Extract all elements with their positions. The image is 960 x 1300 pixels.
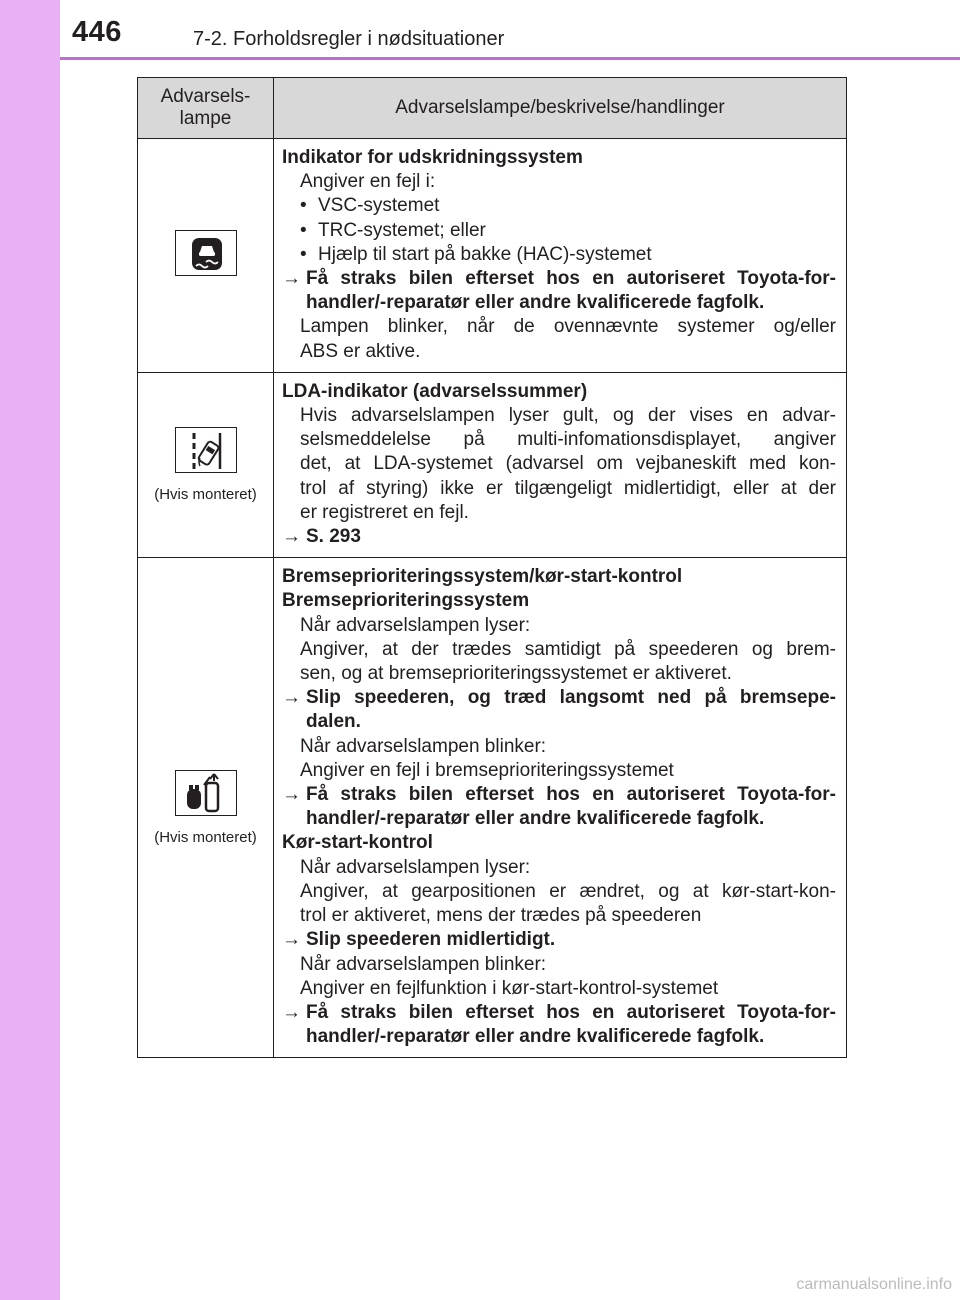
- item-title: LDA-indikator (advarselssummer): [282, 380, 588, 402]
- brake-override-icon: [175, 770, 237, 816]
- description-text: selsmeddelelse på multi-infomationsdisplayet, angiver: [300, 429, 836, 451]
- action-text: Få straks bilen efterset hos en autoriseret Toyota-for-: [306, 1001, 836, 1023]
- lamp-cell: [138, 558, 274, 1058]
- subsection-heading: Bremseprioriteringssystem: [282, 590, 530, 612]
- action-text-cont: dalen.: [306, 711, 361, 733]
- item-title: Bremseprioriteringssystem/kør-start-kontrol: [282, 566, 683, 588]
- table-row: [138, 139, 847, 373]
- description-cell: [274, 558, 847, 1058]
- description-text: trol er aktiveret, mens der trædes på speederen: [300, 905, 702, 927]
- bullet-dot: •: [300, 195, 307, 217]
- action-text-cont: handler/-reparatør eller andre kvalificerede fagfolk.: [306, 808, 765, 830]
- description-text: trol af styring) ikke er tilgængeligt midlertidigt, eller at der: [300, 477, 836, 499]
- description-text: Når advarselslampen blinker:: [300, 953, 547, 975]
- arrow-icon: →: [282, 526, 301, 548]
- description-cell: [274, 372, 847, 557]
- description-text: sen, og at bremseprioriteringssystemet er aktiveret.: [300, 663, 732, 685]
- skid-indicator-icon: [175, 230, 237, 276]
- action-item: [282, 525, 836, 549]
- action-item: [282, 686, 836, 734]
- section-title: 7-2. Forholdsregler i nødsituationer: [193, 28, 505, 50]
- description-text: er registreret en fejl.: [300, 501, 469, 523]
- description-text: Når advarselslampen lyser:: [300, 614, 531, 636]
- side-band: [0, 0, 60, 1300]
- description-text: Når advarselslampen lyser:: [300, 856, 531, 878]
- bullet-dot: •: [300, 219, 307, 241]
- arrow-icon: →: [282, 784, 301, 806]
- bullet-item: [282, 243, 836, 267]
- arrow-icon: →: [282, 268, 301, 290]
- page-number: 446: [72, 16, 122, 48]
- arrow-icon: →: [282, 1001, 301, 1023]
- lamp-cell: [138, 139, 274, 373]
- action-item: [282, 928, 836, 952]
- description-text: Hvis advarselslampen lyser gult, og der vises en advar-: [300, 405, 836, 427]
- arrow-icon: →: [282, 687, 301, 709]
- description-text: Lampen blinker, når de ovennævnte systemer og/eller: [300, 316, 836, 338]
- description-text: det, at LDA-systemet (advarsel om vejbaneskift med kon-: [300, 453, 836, 475]
- bullet-item: [282, 219, 836, 243]
- arrow-icon: →: [282, 929, 301, 951]
- col-header-description: Advarselslampe/beskrivelse/handlinger: [274, 78, 847, 139]
- description-text: Angiver, at der trædes samtidigt på speederen og brem-: [300, 638, 836, 660]
- warning-lamp-table: [137, 77, 847, 1058]
- action-text: Få straks bilen efterset hos en autoriseret Toyota-for-: [306, 784, 836, 806]
- optional-note: (Hvis monteret): [154, 486, 257, 504]
- bullet-text: VSC-systemet: [318, 195, 440, 217]
- action-item: [282, 783, 836, 831]
- watermark: carmanualsonline.info: [796, 1276, 952, 1293]
- table-row: [138, 558, 847, 1058]
- description-text: Når advarselslampen blinker:: [300, 735, 547, 757]
- subsection-heading: Kør-start-kontrol: [282, 832, 433, 854]
- action-item: [282, 1001, 836, 1049]
- bullet-item: [282, 194, 836, 218]
- action-text-cont: handler/-reparatør eller andre kvalificerede fagfolk.: [306, 1026, 765, 1048]
- optional-note: (Hvis monteret): [154, 828, 257, 846]
- action-text: Få straks bilen efterset hos en autoriseret Toyota-for-: [306, 268, 836, 290]
- header-rule: [60, 57, 960, 60]
- description-text: Angiver en fejlfunktion i kør-start-kontrol-systemet: [300, 977, 719, 999]
- description-text: Angiver en fejl i:: [300, 171, 436, 193]
- description-text: Angiver, at gearpositionen er ændret, og at kør-start-kon-: [300, 880, 836, 902]
- bullet-dot: •: [300, 243, 307, 265]
- bullet-text: Hjælp til start på bakke (HAC)-systemet: [318, 243, 652, 265]
- action-item: [282, 267, 836, 315]
- action-text: Slip speederen, og træd langsomt ned på bremsepe-: [306, 687, 836, 709]
- action-text: Slip speederen midlertidigt.: [306, 929, 556, 951]
- table-row: [138, 372, 847, 557]
- description-cell: [274, 139, 847, 373]
- description-text: Angiver en fejl i bremseprioriteringssystemet: [300, 759, 674, 781]
- item-title: Indikator for udskridningssystem: [282, 147, 583, 168]
- description-text: ABS er aktive.: [300, 340, 421, 362]
- col-header-lamp: Advarsels- lampe: [138, 78, 274, 139]
- action-text: S. 293: [306, 526, 361, 548]
- lda-indicator-icon: [175, 427, 237, 473]
- table-header-row: [138, 78, 847, 139]
- lamp-cell: [138, 372, 274, 557]
- action-text-cont: handler/-reparatør eller andre kvalificerede fagfolk.: [306, 292, 765, 314]
- bullet-text: TRC-systemet; eller: [318, 219, 486, 241]
